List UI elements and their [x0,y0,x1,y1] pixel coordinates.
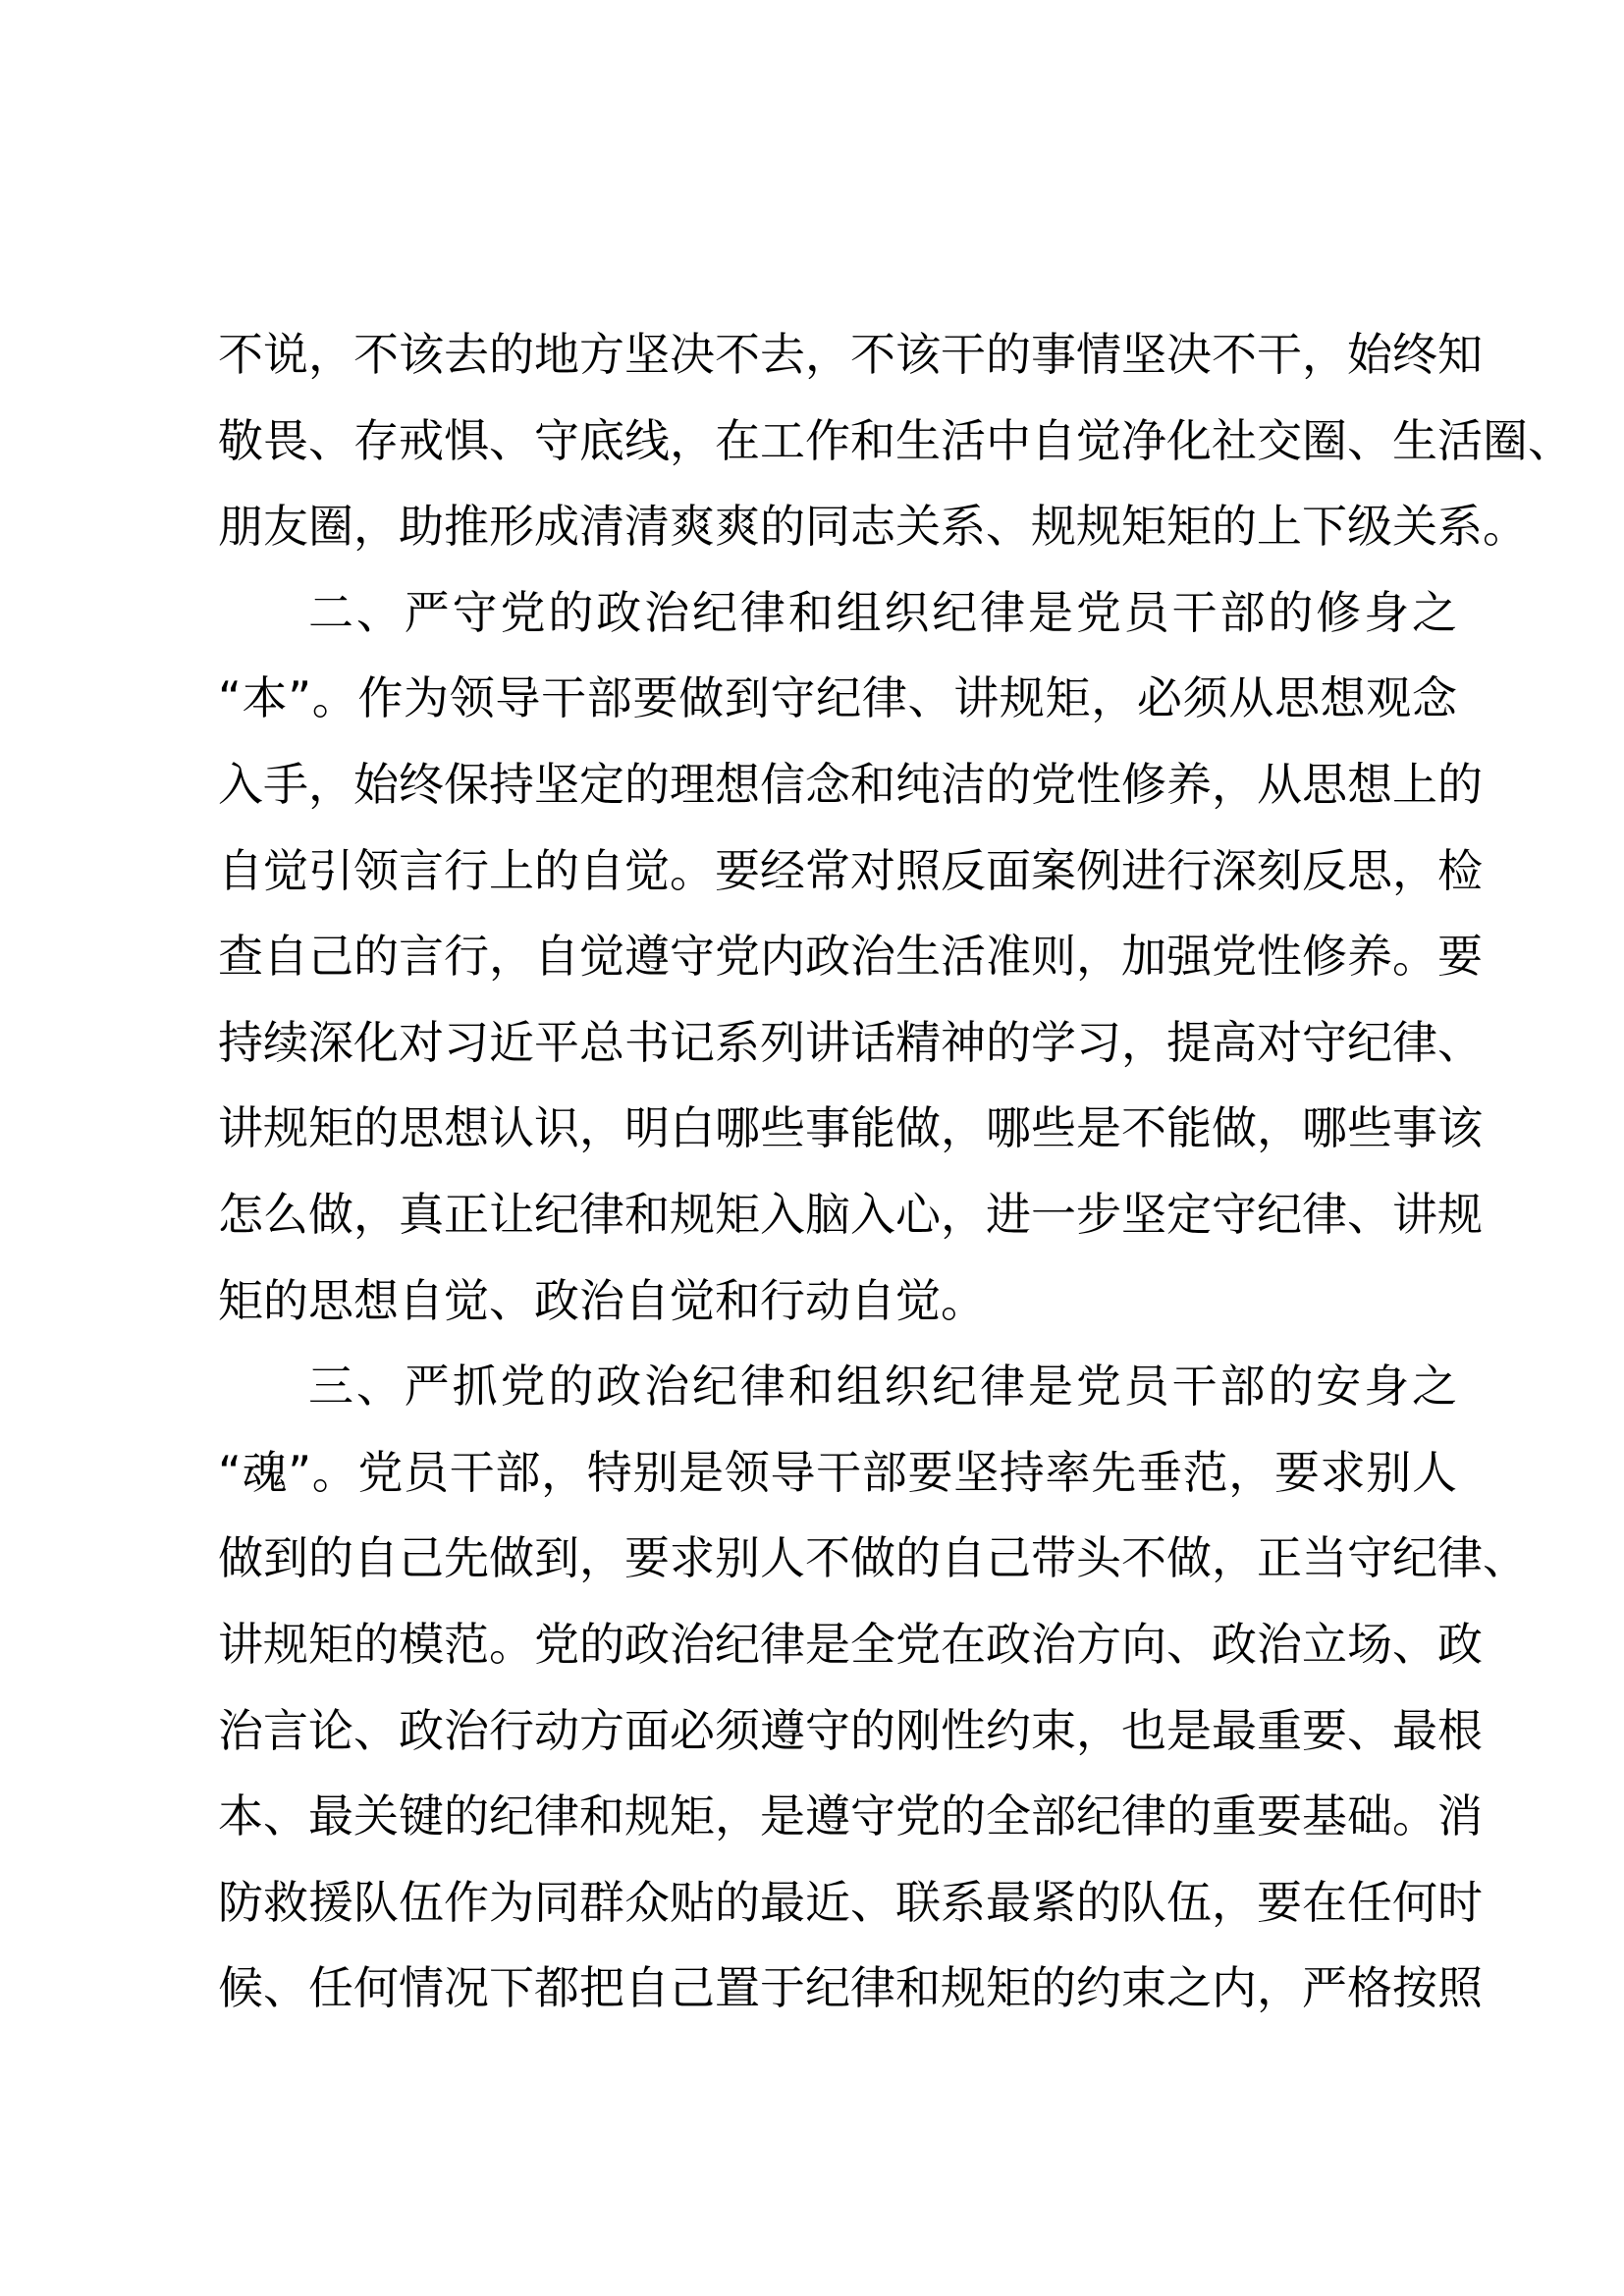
text-line: “魂”。党员干部，特别是领导干部要坚持率先垂范，要求别人 [218,1445,1457,1499]
text-line: 查自己的言行，自觉遵守党内政治生活准则，加强党性修养。要 [218,930,1483,984]
text-line: 做到的自己先做到，要求别人不做的自己带头不做，正当守纪律、 [218,1531,1528,1585]
text-line: 二、严守党的政治纪律和组织纪律是党员干部的修身之 [308,585,1457,639]
text-line: 三、严抓党的政治纪律和组织纪律是党员干部的安身之 [308,1360,1457,1414]
text-line: 治言论、政治行动方面必须遵守的刚性约束，也是最重要、最根 [218,1703,1483,1757]
text-line: 防救援队伍作为同群众贴的最近、联系最紧的队伍，要在任何时 [218,1875,1483,1929]
text-line: 自觉引领言行上的自觉。要经常对照反面案例进行深刻反思，检 [218,843,1483,897]
text-line: 讲规矩的模范。党的政治纪律是全党在政治方向、政治立场、政 [218,1618,1483,1671]
text-line: 不说，不该去的地方坚决不去，不该干的事情坚决不干，始终知 [218,328,1483,381]
text-line: 朋友圈，助推形成清清爽爽的同志关系、规规矩矩的上下级关系。 [218,500,1528,554]
text-line: 敬畏、存戒惧、守底线，在工作和生活中自觉净化社交圈、生活圈、 [218,413,1573,467]
text-line: 矩的思想自觉、政治自觉和行动自觉。 [218,1273,986,1327]
text-line: 候、任何情况下都把自己置于纪律和规矩的约束之内，严格按照 [218,1961,1483,2015]
text-line: 持续深化对习近平总书记系列讲话精神的学习，提高对守纪律、 [218,1015,1483,1069]
text-line: 讲规矩的思想认识，明白哪些事能做，哪些是不能做，哪些事该 [218,1101,1483,1155]
text-line: “本”。作为领导干部要做到守纪律、讲规矩，必须从思想观念 [218,671,1457,725]
text-line: 怎么做，真正让纪律和规矩入脑入心，进一步坚定守纪律、讲规 [218,1188,1483,1241]
text-line: 入手，始终保持坚定的理想信念和纯洁的党性修养，从思想上的 [218,758,1483,811]
text-line: 本、最关键的纪律和规矩，是遵守党的全部纪律的重要基础。消 [218,1789,1483,1843]
